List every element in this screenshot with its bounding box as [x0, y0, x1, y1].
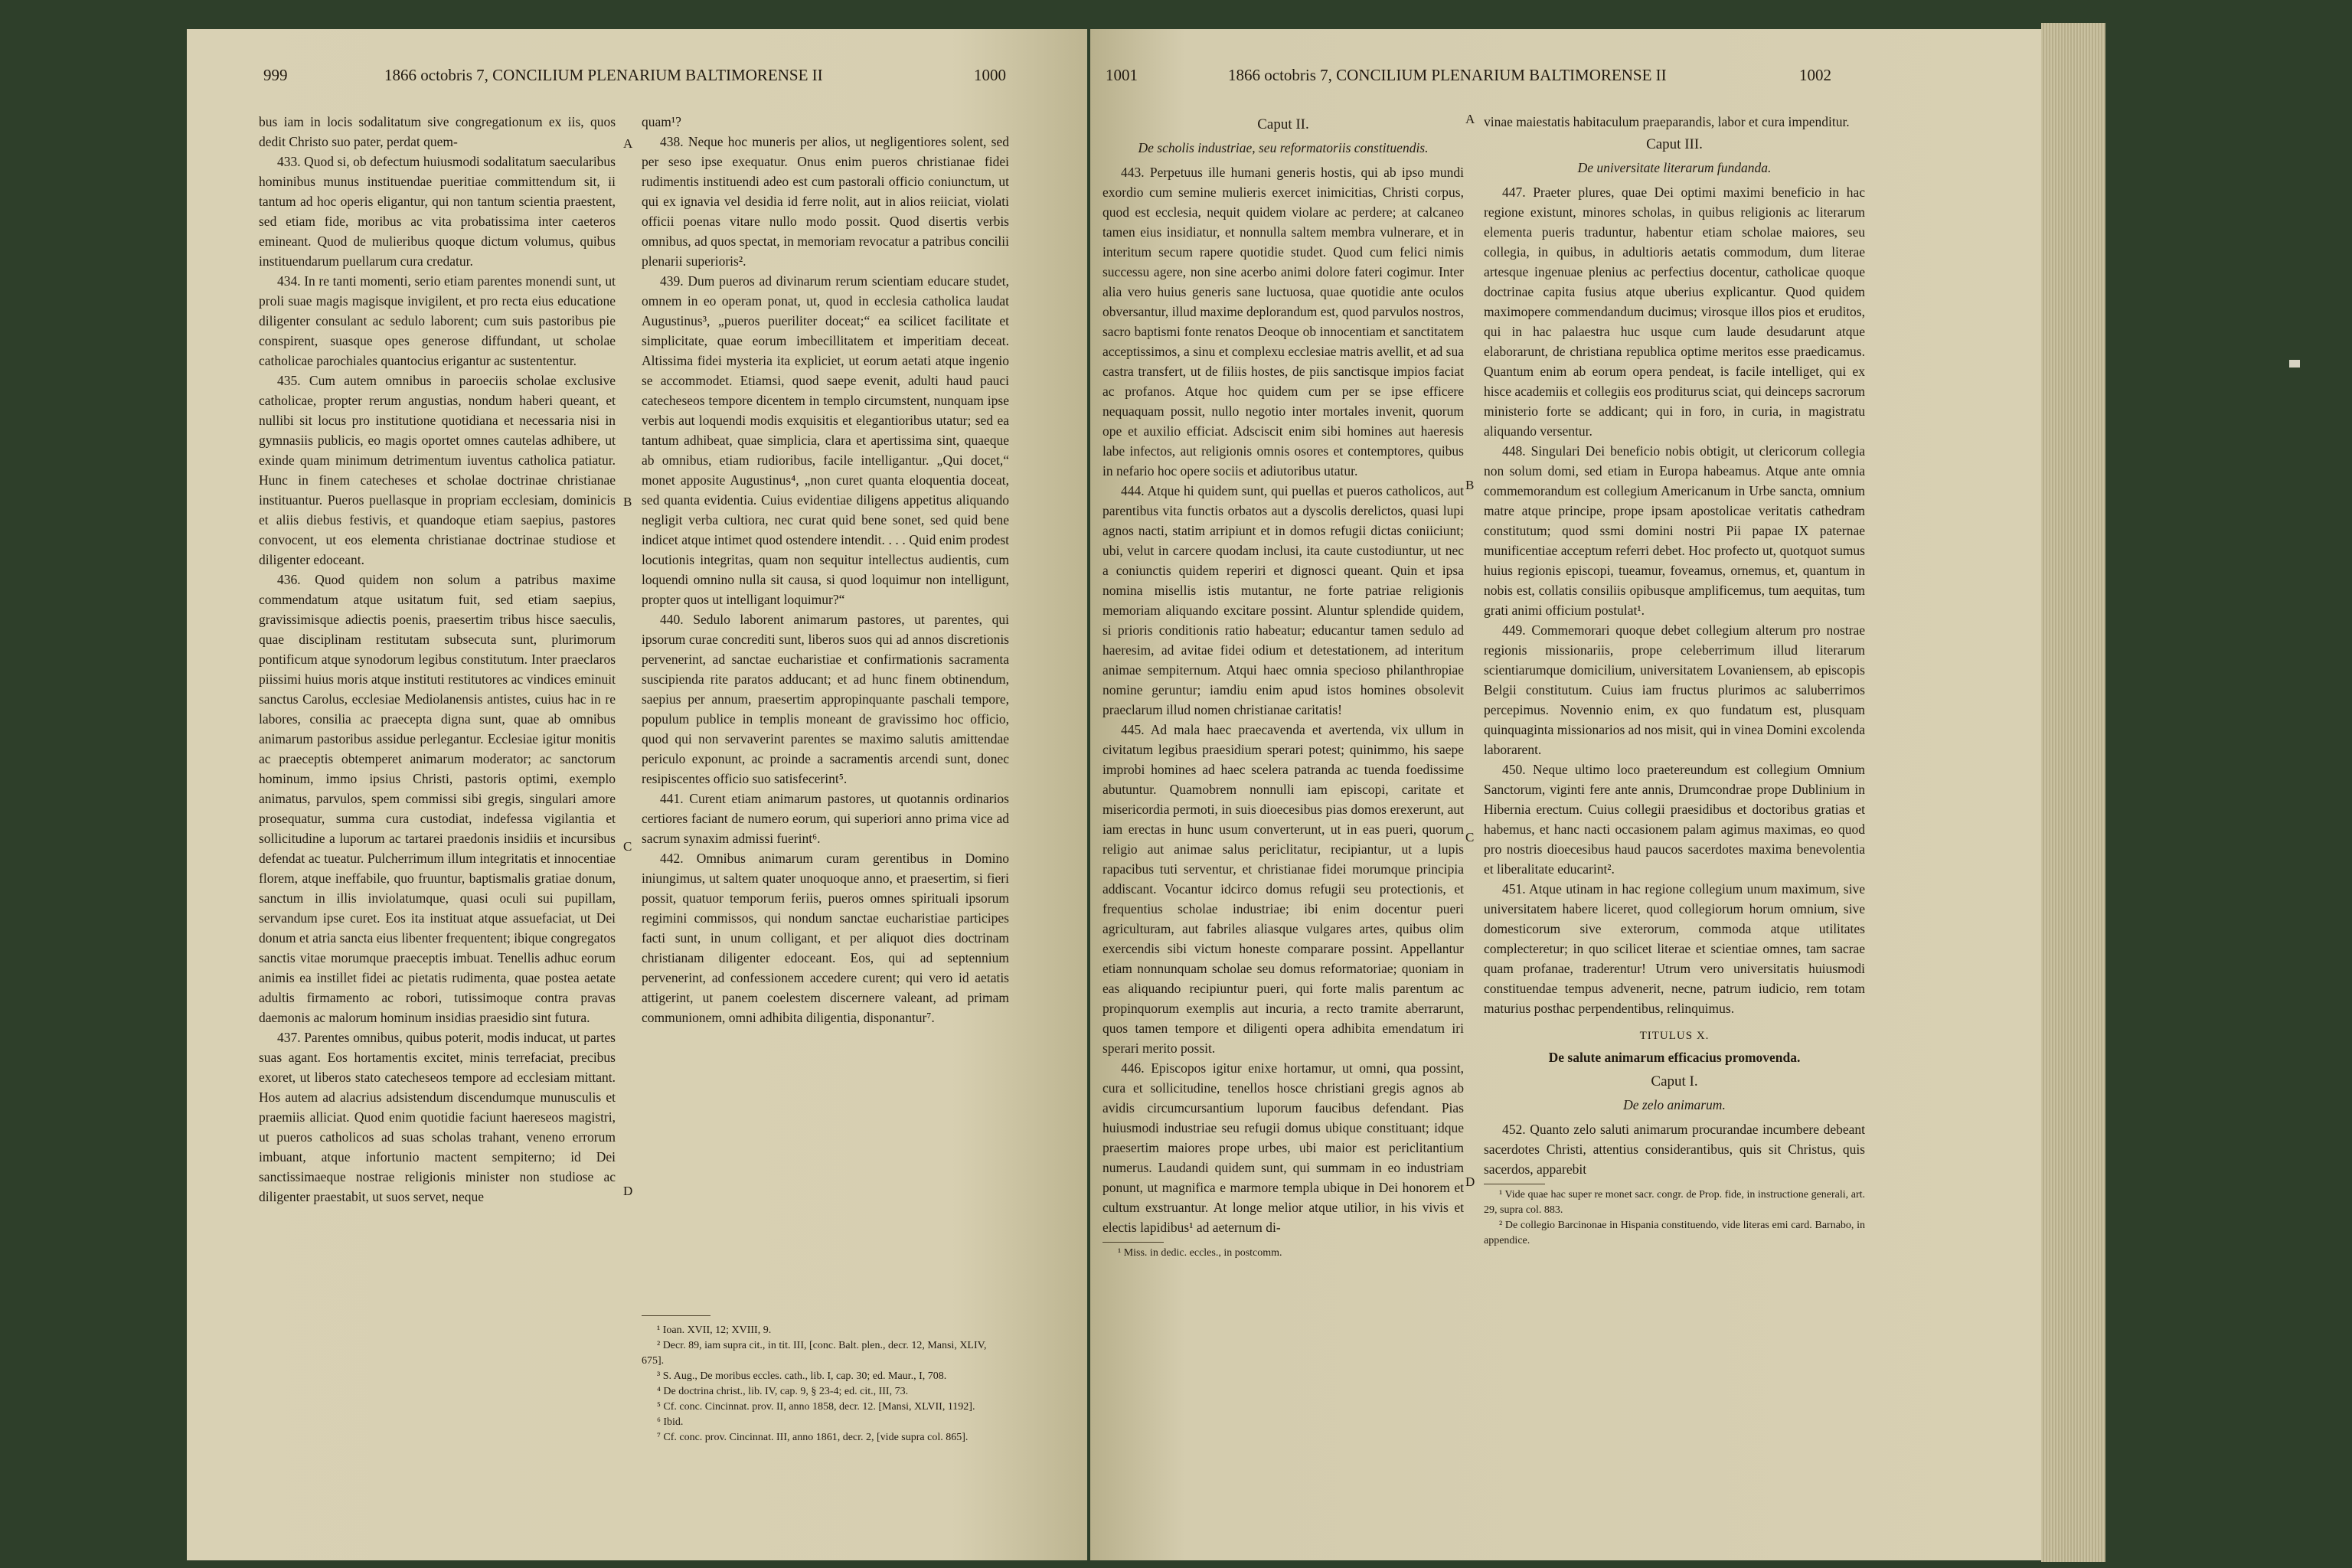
paragraph: quam¹? — [642, 114, 681, 129]
chapter-subheading: De scholis industriae, seu reformatoriis constituendis. — [1138, 140, 1429, 155]
running-title: 1866 octobris 7, CONCILIUM PLENARIUM BALTIMORENSE II — [384, 66, 823, 84]
paragraph: 441. Curent etiam animarum pastores, ut quotannis ordinarios certiores faciant de numero eorum, qui superiori anno prima vice ad sacrum synaxim admissi fuerint⁶. — [642, 791, 1009, 846]
footnote: ⁷ Cf. conc. prov. Cincinnat. III, anno 1861, decr. 2, [vide supra col. 865]. — [657, 1432, 969, 1443]
paragraph: 447. Praeter plures, quae Dei optimi maximi beneficio in hac regione existunt, minores scholas, in quibus religionis ac literarum elementa pueris traduntur, habentur etiam scholae maiores, seu collegia, in quibus, in adultioris aetatis commodum, dum literae artesque ingenuae plenius ac perfectius docentur, catholicae quoque doctrinae capita fusius atque uberius explicantur. Quod quidem maximopere commendandum ducimus; virosque illos pios et eruditos, qui in hac palaestra huc usque cum laude desudarunt atque elaborarunt, de christiana republica optime meritos esse praedicamus. Quantum enim ab eorum opera pendeat, is facile intelliget, qui ex hisce academiis et collegiis eos proditurus sciat, qui deinceps sacrorum ministerio forte se addicant; qui in foro, in curia, in magistratu aliquando versentur. — [1484, 185, 1865, 439]
footnote: ⁶ Ibid. — [657, 1416, 684, 1428]
titulus-subheading: De salute animarum efficacius promovenda. — [1548, 1050, 1801, 1065]
footnote-rule — [642, 1315, 710, 1316]
chapter-heading: Caput I. — [1651, 1073, 1698, 1089]
margin-marker-c: C — [623, 839, 632, 854]
paragraph: 452. Quanto zelo saluti animarum procurandae incumbere debeant sacerdotes Christi, attentius considerantibus, quis sit Christus, quis sacerdos, apparebit — [1484, 1122, 1865, 1177]
paragraph: 438. Neque hoc muneris per alios, ut negligentiores solent, sed per seso ipse exequatur. Onus enim pueros christianae fidei rudimentis instituendi adeo est cum pastorali officio coniunctum, ut qui ex ignavia vel desidia id ferre nolit, aut in alios reiiciat, violati officii poenas vitare nullo modo possit. Quod disertis verbis omnibus, ad quos spectat, in memoriam revocatur a patribus concilii plenarii superioris². — [642, 134, 1009, 269]
paragraph: vinae maiestatis habitaculum praeparandis, labor et cura impenditur. — [1484, 114, 1850, 129]
margin-marker-b: B — [1465, 478, 1475, 492]
paragraph: 446. Episcopos igitur enixe hortamur, ut omni, qua possint, cura et sollicitudine, tenellos hosce christiani gregis agnos ab avidis circumcursantium luporum faucibus defendant. Pias huiusmodi industriae seu refugii domus ubique constituant; idque praesertim maiores prope urbes, ubi maior est periclitantium numerus. Laudandi quidem sunt, qui summam in eo industriam ponunt, ut magnifica e marmore templa ubique in Dei honorem et cultum exstruantur. At longe melior atque utilior, in his vivis et electis lapidibus¹ ad aeternum di- — [1102, 1060, 1464, 1235]
paragraph: 435. Cum autem omnibus in paroeciis scholae exclusive catholicae, propter rerum angustias, nondum haberi queant, et nullibi sit locus pro institutione quotidiana et necessaria nisi in gymnasiis publicis, eo magis oportet omnes cautelas adhibere, ut exinde quam minimum detrimentum iuventus catholica patiatur. Hunc in finem catecheses et scholae doctrinae christianae instituantur. Pueros puellasque in propriam ecclesiam, dominicis et aliis diebus festivis, et quandoque etiam saepius, pastores convocent, ut eos elementa christianae doctrinae studiose et diligenter edoceant. — [259, 373, 616, 567]
left-column-2 — [642, 112, 1009, 1298]
paragraph: 439. Dum pueros ad divinarum rerum scientiam educare studet, omnem in eo operam ponat, ut, quod in ecclesia catholica laudat Augustinus³, „pueros pueriliter doceat;“ ea scilicet facilitate et simplicitate, quae eorum imbecillitatem et imperitiam deceat. Altissima fidei mysteria ita expliciet, ut eorum aetati atque ingenio se accommodet. Etiamsi, quod saepe evenit, adulti haud pauci catecheseos tempore dicentem in templo circumstent, nunquam ipse verbis aut loquendi modis exquisitis et elegantioribus utatur; sed ea tantum adhibeat, quae simplicia, clara et apertissima sint, quaeque ab omnibus, etiam rudioribus, facile intelligantur. „Qui docet,“ monet apposite Augustinus⁴, „non curet quanta eloquentia doceat, sed quanta evidentia. Cuius evidentiae diligens appetitus aliquando negligit verba cultiora, nec curat quid bene sonet, sed quid bene indicet atque intimet quod ostendere intendit. . . . Quid enim prodest locutionis integritas, quam non sequitur intellectus audientis, cum loquendi omnino nulla sit causa, si quod loquimur non intelligunt, propter quos ut intelligant loquimur?“ — [642, 273, 1009, 607]
paragraph: bus iam in locis sodalitatum sive congregationum ex iis, quos dedit Christo suo pater, perdat quem- — [259, 114, 616, 149]
chapter-heading: Caput II. — [1257, 116, 1309, 132]
footnote: ² Decr. 89, iam supra cit., in tit. III, [conc. Balt. plen., decr. 12, Mansi, XLIV, 675]. — [642, 1340, 987, 1367]
margin-marker-c: C — [1465, 830, 1475, 844]
footnote: ¹ Miss. in dedic. eccles., in postcomm. — [1118, 1247, 1282, 1259]
page-number-1002: 1002 — [1799, 66, 1831, 84]
paragraph: 451. Atque utinam in hac regione collegium unum maximum, sive universitatem habere liceret, quod collegiorum horum omnium, sive domesticorum sive exterorum, commoda atque utilitates complecteretur; in quo scilicet literae et scientiae omnes, tam sacrae quam profanae, traderentur! Utrum vero universitatis huiusmodi constituendae tempus advenerit, necne, patrum iudicio, rem totam maturius posthac perpendentibus, relinquimus. — [1484, 881, 1865, 1016]
paragraph: 437. Parentes omnibus, quibus poterit, modis inducat, ut partes suas agant. Eos hortamentis excitet, minis terrefaciat, precibus exoret, ut liberos stato catecheseos tempore ad ecclesiam mittant. Hos autem ad alacrius adsistendum discendumque munusculis et praemiis alliciat. Quod enim quotidie faciunt haereseos magistri, ut pueros catholicos ad suas scholas trahant, veneno errorum imbuant, atque infortunio mactent sempiterno; id Dei sanctissimaeque nostrae religionis minister non studiose ac diligenter praestabit, ut suos servet, neque — [259, 1030, 616, 1204]
paragraph: 450. Neque ultimo loco praetereundum est collegium Omnium Sanctorum, viginti fere ante annis, Drumcondrae prope Dublinium in Hibernia erectum. Cuius collegii praesidibus et doctoribus gratias et habemus, et hanc nacti occasionem palam agimus maximas, eo quod pro nostris dioecesibus haud paucos sacerdotes maxima benevolentia et liberalitate educarint². — [1484, 762, 1865, 877]
paragraph: 444. Atque hi quidem sunt, qui puellas et pueros catholicos, aut parentibus vita functis orbatos aut a dyscolis derelictos, quasi lupi agnos nacti, statim arripiunt et in domos refugii dictas coniiciunt; ubi, velut in carcere quodam inclusi, ita caute custodiuntur, ut nec a coniunctis quidem reperiri et dignosci queant. Quin et ipsa nomina misellis istis mutantur, ne forte patriae religionis memoriam aliquando excitare possint. Aluntur splendide quidem, si prioris conditionis ratio habeatur; educantur tamen sedulo ad haeresim, ad avitae fidei odium et detestationem, ad interitum animae sempiternum. Atqui haec omnia specioso philanthropiae nomine geruntur; iamdiu enim apud istos homines obsolevit praeclarum illud nomen christianae caritatis! — [1102, 483, 1464, 717]
left-page-header — [187, 66, 1087, 93]
paper-tab — [2289, 360, 2300, 368]
paragraph: 433. Quod si, ob defectum huiusmodi sodalitatum saecularibus hominibus munus instituendae pueritiae committendum sit, ii tantum ad hoc operis eligantur, qui non tantum scientia praestent, sed etiam fide, moribus ac vita probatissima inter caeteros emineant. Quod de mulieribus quoque dictum volumus, quibus instituendarum puellarum cura credatur. — [259, 154, 616, 269]
page-edges — [2041, 23, 2105, 1562]
left-column-1 — [259, 112, 616, 1536]
paragraph: 445. Ad mala haec praecavenda et avertenda, vix ullum in civitatum legibus praesidium sperari potest; quinimmo, his saepe improbi homines ad haec scelera patranda ac tuenda foedissime abutuntur. Quamobrem nonnulli iam episcopi, caritate et misericordia permoti, in suis dioecesibus pias domos erexerunt, aut iam erectas in hunc usum converterunt, ut in eas pueri, quorum religio aut animae salus periclitatur, recipiantur, ut a lupis rapacibus tuti serventur, et christianae fidei morumque principia addiscant. Vocantur idcirco domus refugii seu protectionis, et frequentius scholae industriae; ibi enim docentur pueri agriculturam, aut fabriles aliasque vulgares artes, quibus olim exercendis sibi victum honeste comparare possint. Appellantur etiam nonnunquam scholae seu domus reformatoriae; quoniam in eas aliquando recipiuntur pueri, qui forte malis parentum ac propinquorum exemplis aut incuria, a recto tramite aberrarunt, quos tamen tempore et diligenti opera adhibita emendatum iri sperari merito possit. — [1102, 722, 1464, 1056]
footnote: ³ S. Aug., De moribus eccles. cath., lib. I, cap. 30; ed. Maur., I, 708. — [657, 1370, 947, 1382]
paragraph: 443. Perpetuus ille humani generis hostis, qui ab ipso mundi exordio cum semine mulieris exercet inimicitias, Christi corpus, quod est ecclesia, nequit quidem violare ac perdere; at calcaneo tamen eius insidiatur, et nonnulla saltem membra vulnerare, et in interitum secum rapere quotidie studet. Quod cum felici nimis successu agere, non sine acerbo animi dolore fateri cogimur. Inter alia vero huius generis sane luctuosa, quae quotidie ante oculos obversantur, illud maxime deplorandum est, quod parvulos nostros, sacro baptismi fonte renatos Deoque ob innocentiam et sanctitatem acceptissimos, a sinu et complexu ecclesiae matris avellit, et ad sua castra transfert, ut de filiis hostes, de piis sanctisque impios faciat ac profanos. Atque hoc quidem cum per se ipse efficere nequaquam possit, nullo negotio inter mortales invenit, quorum ope et auxilio efficiat. Adsciscit enim sibi homines aut haeresis labe infectos, aut religionis omnis osores et contemptores, quibus in nefario hoc opere sociis et adiutoribus utatur. — [1102, 165, 1464, 479]
titulus-heading: TITULUS X. — [1639, 1030, 1710, 1042]
margin-marker-a: A — [623, 136, 633, 151]
right-column-2 — [1484, 112, 1865, 1536]
paragraph: 440. Sedulo laborent animarum pastores, ut parentes, qui ipsorum curae concrediti sunt, liberos suos qui ad annos discretionis pervenerint, ad sanctae eucharistiae et confirmationis sacramenta suscipienda rite paratos adducant; et ad hunc finem obtinendum, saepius per annum, praesertim appropinquante paschali tempore, populum publice in templis moneant de gravissimo hoc officio, quod qui non servaverint parentes se maximo salutis amittendae periculo exponunt, ac proinde a sacramentis arcendi sunt, donec resipiscentes officio suo satisfecerint⁵. — [642, 612, 1009, 786]
paragraph: 434. In re tanti momenti, serio etiam parentes monendi sunt, ut proli suae magis magisque invigilent, et pro recta eius educatione diligenter consulant ac sedulo laborent; cum suis pastoribus pie conspirent, suasque opes generose diffundant, ut scholae catholicae parochiales quantocius erigantur ac sustententur. — [259, 273, 616, 368]
right-footnotes-2 — [1484, 1187, 1865, 1249]
page-number-1001: 1001 — [1106, 66, 1138, 84]
paragraph: 449. Commemorari quoque debet collegium alterum pro nostrae regionis missionariis, prope celeberrimum illud literarum scientiarumque domicilium, universitatem Lovaniensem, ab episcopis Belgii constitutum. Cuius iam fructus plurimos ac saluberrimos percepimus. Novennio enim, ex quo fundatum est, plusquam quinquaginta missionarios ad nos misit, qui in vinea Domini excolenda laborarent. — [1484, 622, 1865, 757]
right-page-header — [1090, 66, 2041, 93]
running-title: 1866 octobris 7, CONCILIUM PLENARIUM BALTIMORENSE II — [1228, 66, 1667, 84]
chapter-subheading: De universitate literarum fundanda. — [1577, 160, 1772, 175]
margin-marker-a: A — [1465, 112, 1475, 126]
paragraph: 436. Quod quidem non solum a patribus maxime commendatum atque usitatum fuit, sed etiam saepius, gravissimisque adiectis poenis, praesertim tribus hisce saeculis, quae disciplinam restitutam subsecuta sunt, plurimorum pontificum atque synodorum legibus constitutum. Inter praeclaros piissimi huius moris atque instituti restitutores ac vindices eminuit sanctus Carolus, ecclesiae Mediolanensis antistes, cuius hac in re labores, consilia ac praecepta digna sunt, quae ab omnibus animarum pastoribus assidue perlegantur. Ecclesiae igitur monitis ac praeceptis obtemperet animarum moderator; ac sanctorum hominum, immo ipsius Christi, pastoris optimi, exemplo animatus, parvulos, spem commissi sibi gregis, singulari amore prosequatur, summa cura custodiat, indefessa vigilantia et sollicitudine a luporum ac tartarei praedonis insidiis et incursibus defendat ac tueatur. Pulcherrimum illum integritatis et innocentiae florem, atque ineffabile, quo fruuntur, baptismalis gratiae donum, sanctum in illis inviolatumque, quasi oculi sui pupillam, servandum ipse curet. Eos ita instituat atque assuefaciat, ut Dei donum et atria sancta eius libenter frequentent; ibique congregatos sanctis vitae morumque praeceptis imbuat. Tenellis adhuc eorum animis ea instillet fidei ac pietatis rudimenta, quae postea aetate adultis firmamento ac robori, tutissimoque contra pravas daemonis ac malorum hominum insidias praesidio sint futura. — [259, 572, 616, 1025]
margin-marker-b: B — [623, 495, 632, 509]
page-number-1000: 1000 — [974, 66, 1006, 84]
footnote: ² De collegio Barcinonae in Hispania constituendo, vide literas emi card. Barnabo, in appendice. — [1484, 1220, 1865, 1246]
left-page — [187, 29, 1087, 1560]
right-footnotes-1 — [1102, 1246, 1464, 1261]
right-page — [1090, 29, 2041, 1560]
paragraph: 448. Singulari Dei beneficio nobis obtigit, ut clericorum collegia non solum domi, sed etiam in Europa habeamus. Atque ante omnia commemorandum est collegium Americanum in Urbe sancta, omnium matre atque principe, prope ipsam apostolicae veritatis cathedram constitutum; quod ssmi domini nostri Pii papae IX paternae munificentiae acceptum referri debet. Hoc profecto ut, quotquot sumus huius regionis episcopi, tueamur, foveamus, ornemus, et, quantum in nobis est, collatis consiliis opibusque amplificemus, tum aequitas, tum grati animi officium postulat¹. — [1484, 443, 1865, 618]
left-footnotes — [642, 1323, 1009, 1446]
margin-marker-d: D — [1465, 1174, 1475, 1189]
margin-marker-d: D — [623, 1184, 633, 1198]
chapter-subheading: De zelo animarum. — [1623, 1097, 1726, 1112]
footnote-rule — [1102, 1242, 1164, 1243]
paragraph: 442. Omnibus animarum curam gerentibus in Domino iniungimus, ut saltem quater unoquoque anno, et praesertim, si fieri possit, quatuor temporum feriis, pueros omnes spirituali ipsorum regimini commissos, qui nondum sanctae eucharistiae participes facti sunt, in unum colligant, et per aliquot dies doctrinam christianam diligenter edoceant. Eos, qui ad septennium pervenerint, ad confessionem accedere curent; qui vero id aetatis attigerint, ut panem coelestem discernere valeant, ad primam communionem, omni adhibita diligentia, disponantur⁷. — [642, 851, 1009, 1025]
footnote: ⁵ Cf. conc. Cincinnat. prov. II, anno 1858, decr. 12. [Mansi, XLVII, 1192]. — [657, 1401, 975, 1413]
page-number-999: 999 — [263, 66, 288, 84]
chapter-heading: Caput III. — [1646, 136, 1703, 152]
footnote: ¹ Vide quae hac super re monet sacr. congr. de Prop. fide, in instructione generali, art. 29, supra col. 883. — [1484, 1189, 1865, 1216]
right-column-1 — [1102, 112, 1464, 1536]
footnote: ⁴ De doctrina christ., lib. IV, cap. 9, § 23-4; ed. cit., III, 73. — [657, 1386, 909, 1397]
footnote: ¹ Ioan. XVII, 12; XVIII, 9. — [657, 1325, 772, 1336]
